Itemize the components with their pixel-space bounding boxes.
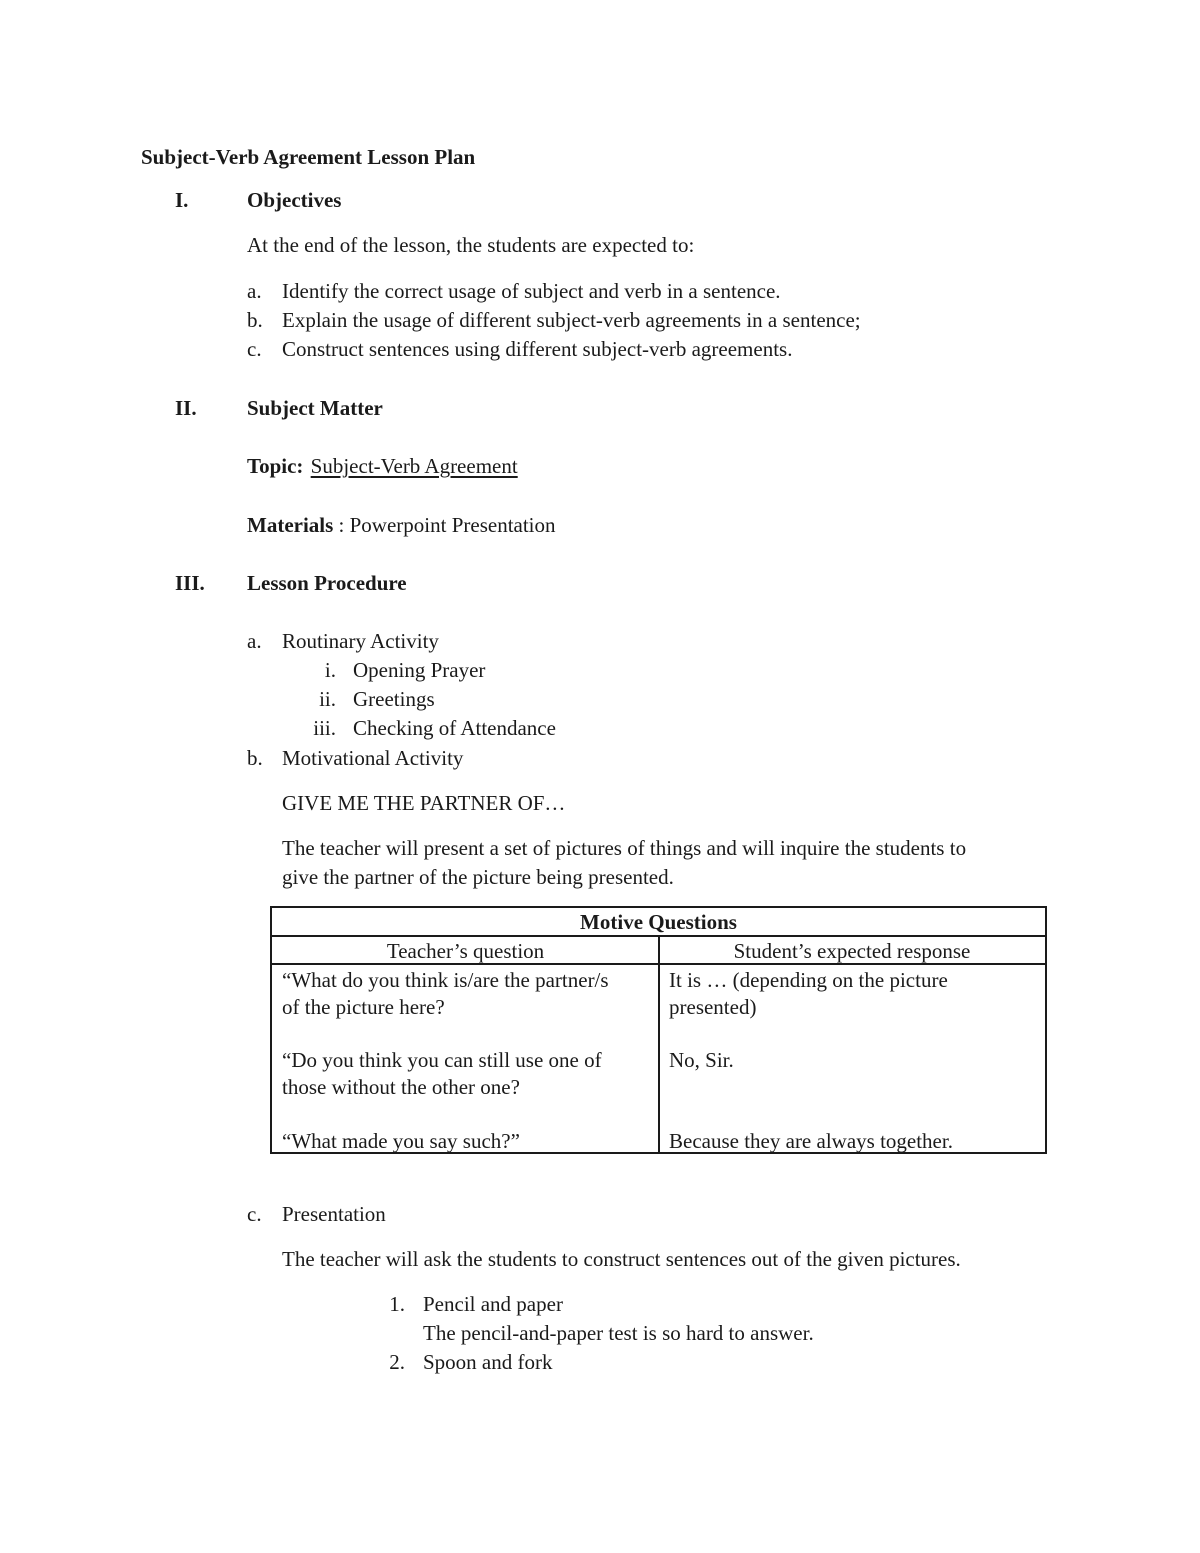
motive-questions-table xyxy=(270,906,1047,1154)
response-line: It is … (depending on the picture xyxy=(669,968,948,992)
presentation-item: Spoon and fork xyxy=(423,1350,553,1374)
objective-item: Construct sentences using different subject-verb agreements. xyxy=(282,337,793,361)
teacher-question xyxy=(282,1128,520,1155)
column-divider xyxy=(658,937,660,1152)
section-heading-objectives: Objectives xyxy=(247,188,342,212)
roman-marker: ii. xyxy=(319,687,336,711)
list-marker: c. xyxy=(247,337,262,361)
topic-value: Subject-Verb Agreement xyxy=(310,454,518,478)
teacher-question xyxy=(282,967,609,1021)
list-marker: b. xyxy=(247,746,263,770)
question-line: “What do you think is/are the partner/s xyxy=(282,968,609,992)
response-line: Because they are always together. xyxy=(669,1129,953,1153)
presentation-example: The pencil-and-paper test is so hard to answer. xyxy=(423,1321,814,1345)
topic-label: Topic: xyxy=(247,454,304,478)
routinary-item: Opening Prayer xyxy=(353,658,486,682)
question-line: “Do you think you can still use one of xyxy=(282,1048,602,1072)
materials-value: : Powerpoint Presentation xyxy=(338,513,556,537)
routinary-label: Routinary Activity xyxy=(282,629,439,653)
document-title: Subject-Verb Agreement Lesson Plan xyxy=(141,145,476,169)
section-heading-subject-matter: Subject Matter xyxy=(247,396,383,420)
materials-line xyxy=(247,515,556,536)
materials-label: Materials xyxy=(247,513,334,537)
objectives-intro: At the end of the lesson, the students are expected to: xyxy=(247,233,695,257)
list-marker: a. xyxy=(247,629,262,653)
section-heading-procedure: Lesson Procedure xyxy=(247,571,407,595)
list-marker: a. xyxy=(247,279,262,303)
question-line: “What made you say such?” xyxy=(282,1129,520,1153)
section-numeral-objectives: I. xyxy=(175,188,189,212)
teacher-question xyxy=(282,1047,602,1101)
motivational-description-line: give the partner of the picture being presented. xyxy=(282,865,674,889)
motivational-label: Motivational Activity xyxy=(282,746,464,770)
topic-line xyxy=(247,456,518,477)
roman-marker: iii. xyxy=(313,716,336,740)
routinary-item: Checking of Attendance xyxy=(353,716,556,740)
presentation-label: Presentation xyxy=(282,1202,386,1226)
list-marker: b. xyxy=(247,308,263,332)
question-line: those without the other one? xyxy=(282,1075,520,1099)
response-line: presented) xyxy=(669,995,757,1019)
student-response xyxy=(669,967,948,1021)
column-header-teacher: Teacher’s question xyxy=(272,937,659,965)
section-numeral-subject-matter: II. xyxy=(175,396,197,420)
response-line: No, Sir. xyxy=(669,1048,734,1072)
student-response xyxy=(669,1128,953,1155)
objective-item: Explain the usage of different subject-verb agreements in a sentence; xyxy=(282,308,861,332)
presentation-description: The teacher will ask the students to construct sentences out of the given pictures. xyxy=(282,1247,961,1271)
routinary-item: Greetings xyxy=(353,687,435,711)
student-response xyxy=(669,1047,734,1074)
objective-item: Identify the correct usage of subject and verb in a sentence. xyxy=(282,279,781,303)
numbered-marker: 2. xyxy=(389,1350,405,1374)
section-numeral-procedure: III. xyxy=(175,571,205,595)
list-marker: c. xyxy=(247,1202,262,1226)
motivational-description-line: The teacher will present a set of pictures of things and will inquire the students to xyxy=(282,836,967,860)
roman-marker: i. xyxy=(324,658,336,682)
column-header-student: Student’s expected response xyxy=(659,937,1045,965)
question-line: of the picture here? xyxy=(282,995,445,1019)
presentation-item: Pencil and paper xyxy=(423,1292,563,1316)
game-title: GIVE ME THE PARTNER OF… xyxy=(282,791,566,815)
table-title: Motive Questions xyxy=(272,908,1045,937)
numbered-marker: 1. xyxy=(389,1292,405,1316)
